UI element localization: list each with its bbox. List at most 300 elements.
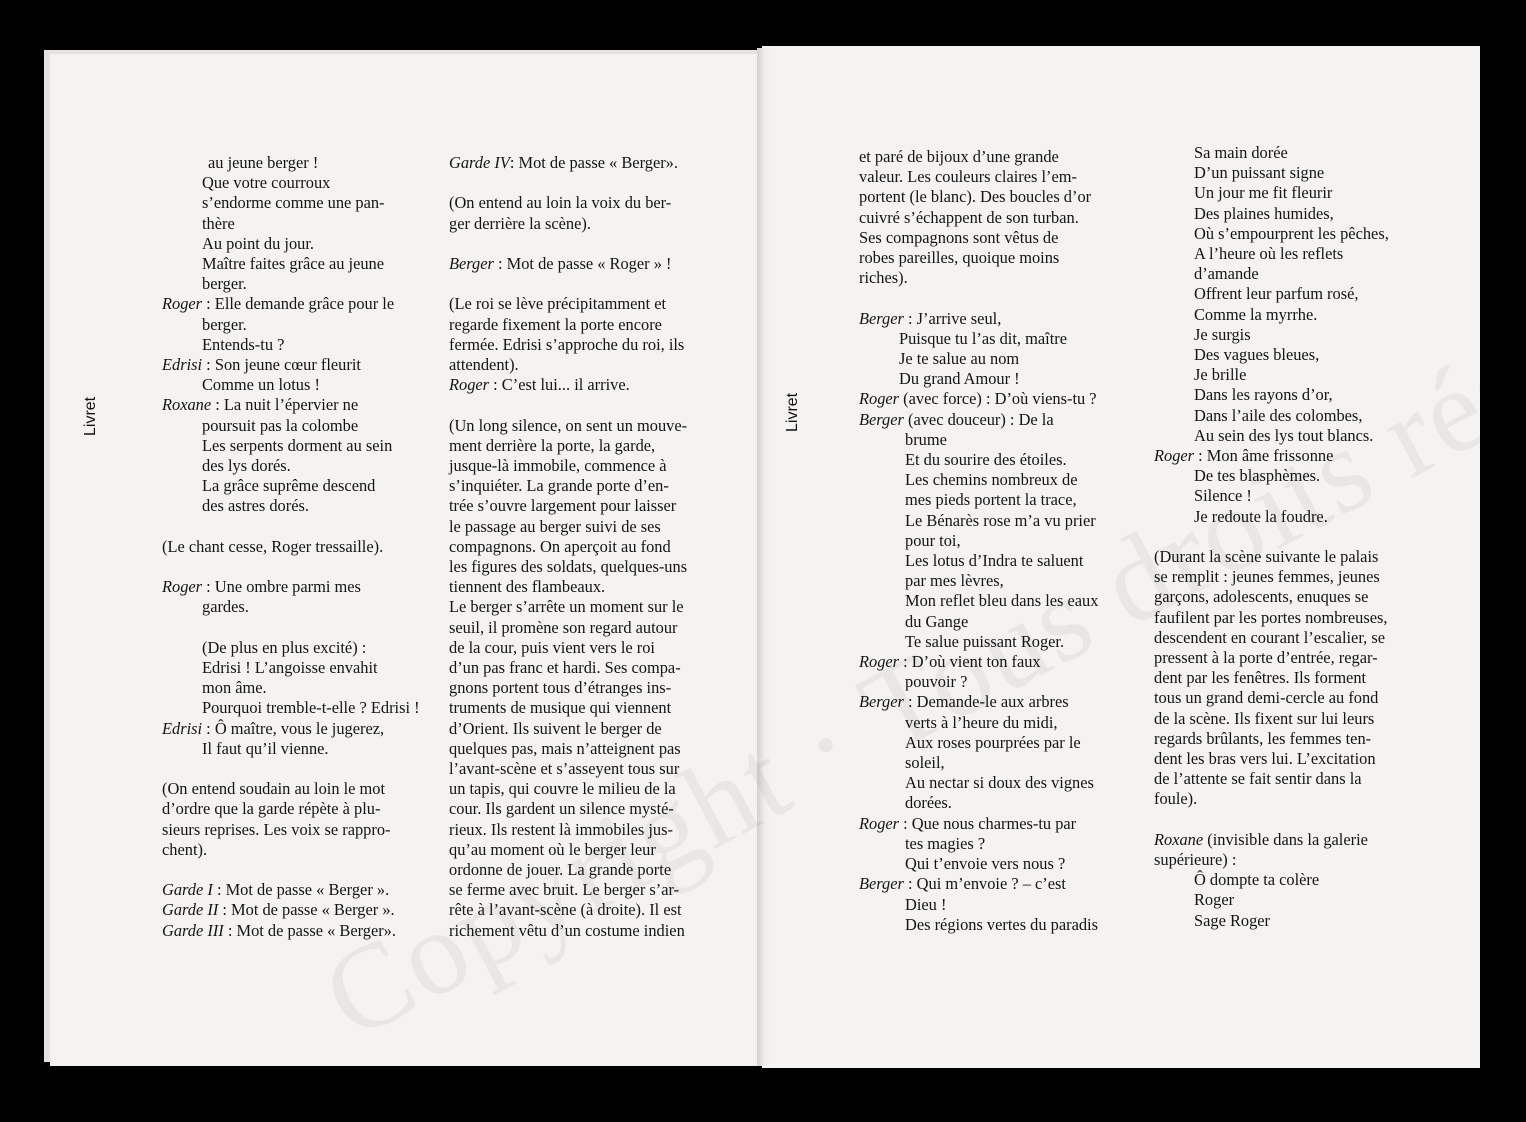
line-text: Je redoute la foudre. [1194,506,1328,526]
speaker-name: Garde II [162,900,219,920]
text-line [859,652,1098,672]
text-line [449,739,687,759]
line-text: : Mot de passe « Roger » ! [493,253,672,273]
line-text: au jeune berger ! [208,153,319,172]
text-line [162,456,420,476]
text-line [1154,608,1389,628]
text-line [449,436,687,456]
line-text: mon âme. [202,678,267,698]
text-line [162,719,420,739]
text-line [859,814,1098,834]
speaker-name: Roger [1154,446,1195,466]
line-text: (invisible dans la galerie [1203,829,1368,849]
speaker-name: Edrisi [162,355,203,375]
line-text: valeur. Les couleurs claires l’em- [859,167,1077,187]
speaker-name: Roger [162,294,203,314]
text-line [449,860,687,880]
text-line [859,167,1098,187]
line-text: Et du sourire des étoiles. [905,450,1067,470]
text-line [449,294,687,314]
text-line [1154,890,1389,910]
text-line [1154,345,1389,365]
line-text: quelques pas, mais n’atteignent pas [449,738,681,758]
speaker-name: Berger [449,253,494,273]
text-line [162,214,420,234]
line-text: truments de musique qui viennent [449,698,672,718]
line-text: chent). [162,839,208,859]
text-line [162,274,420,294]
text-line [162,799,420,819]
line-text: poursuit pas la colombe [202,415,359,435]
text-line [162,658,420,678]
line-text: Je te salue au nom [899,349,1020,369]
speaker-name: Berger [859,692,904,712]
book-spine [757,48,771,1066]
text-line [162,436,420,456]
line-text: les figures des soldats, quelques-uns [449,557,688,576]
line-text: compagnons. On aperçoit au fond [449,536,671,556]
text-line [449,820,687,840]
line-text: gardes. [202,597,249,617]
line-text: Sage Roger [1194,910,1271,930]
blank-line [449,173,687,193]
column-3 [859,147,1098,935]
text-line [1154,830,1389,850]
text-line [1154,709,1389,729]
line-text: seuil, il promène son regard autour [449,617,678,637]
line-text: de la cour, puis vient vers le roi [449,637,655,657]
line-text: Offrent leur parfum rosé, [1194,284,1359,304]
line-text: : Demande-le aux arbres [903,692,1069,712]
speaker-name: Garde IV [449,153,510,172]
text-line [859,753,1098,773]
line-text: De tes blasphèmes. [1194,466,1321,486]
right-side-label: Livret [784,392,801,432]
line-text: Un jour me fit fleurir [1194,183,1333,203]
line-text: pour toi, [905,530,961,550]
line-text: (Durant la scène suivante le palais [1154,547,1379,567]
text-line [1154,183,1389,203]
blank-line [449,395,687,415]
line-text: cour. Ils gardent un silence mysté- [449,799,674,819]
blank-line [162,557,420,577]
line-text: Dieu ! [905,894,947,914]
blank-line [1154,527,1389,547]
line-text: La grâce suprême descend [202,476,376,496]
line-text: Te salue puissant Roger. [905,631,1065,651]
text-line [859,713,1098,733]
text-line [449,840,687,860]
text-line [449,315,687,335]
line-text: Maître faites grâce au jeune [202,254,385,274]
text-line [1154,163,1389,183]
text-line [1154,284,1389,304]
line-text: Le Bénarès rose m’a vu prier [905,510,1096,530]
text-line [859,248,1098,268]
line-text: : J’arrive seul, [903,308,1002,328]
line-text: (De plus en plus excité) : [202,637,367,657]
speaker-name: Roger [859,652,900,672]
line-text: cuivré s’échappent de son turban. [859,207,1079,227]
text-line [859,834,1098,854]
text-line [162,153,420,173]
text-line [859,874,1098,894]
text-line [1154,628,1389,648]
text-line [449,799,687,819]
line-text: s’inquiéter. La grande porte d’en- [449,476,669,496]
text-line [1154,870,1389,890]
line-text: (Le roi se lève précipitamment et [449,294,667,314]
text-line [1154,325,1389,345]
text-line [1154,789,1389,809]
text-line [162,234,420,254]
line-text: Le berger s’arrête un moment sur le [449,597,684,617]
text-line [1154,688,1389,708]
text-line [162,476,420,496]
speaker-name: Roger [449,375,490,395]
line-text: de la scène. Ils fixent sur lui leurs [1154,708,1375,728]
text-line [162,698,420,718]
text-line [449,456,687,476]
text-line [1154,244,1389,264]
text-line [859,369,1098,389]
line-text: s’endorme comme une pan- [202,193,385,213]
text-line [1154,648,1389,668]
speaker-name: Berger [859,409,904,429]
text-line [449,153,687,173]
text-line [449,880,687,900]
line-text: Comme la myrrhe. [1194,304,1318,324]
text-line [1154,749,1389,769]
line-text: richement vêtu d’un costume indien [449,920,685,940]
text-line [162,921,420,941]
line-text: Au sein des lys tout blancs. [1194,425,1374,445]
text-line [162,355,420,375]
speaker-name: Roger [859,389,900,409]
column-4 [1154,143,1389,931]
line-text: trée s’ouvre largement pour laisser [449,496,677,516]
line-text: regards brûlants, les femmes ten- [1154,728,1372,748]
line-text: : Mot de passe « Berger ». [218,900,395,920]
blank-line [162,759,420,779]
line-text: Pourquoi tremble-t-elle ? Edrisi ! [202,698,420,718]
line-text: du Gange [905,611,969,631]
line-text: : Mot de passe « Berger ». [212,880,390,900]
line-text: faufilent par les portes nombreuses, [1154,607,1388,627]
text-line [859,410,1098,430]
text-line [1154,264,1389,284]
text-line [859,450,1098,470]
text-line [1154,365,1389,385]
line-text: dent par les fenêtres. Ils forment [1154,668,1367,688]
line-text: : Mot de passe « Berger». [509,153,678,172]
line-text: et paré de bijoux d’une grande [859,147,1059,166]
text-line [859,329,1098,349]
line-text: Qui t’envoie vers nous ? [905,854,1066,874]
text-line [449,719,687,739]
text-line [1154,911,1389,931]
text-line [162,315,420,335]
text-line [859,309,1098,329]
text-line [449,416,687,436]
line-text: d’ordre que la garde répète à plu- [162,799,381,819]
line-text: gnons portent tous d’étranges ins- [449,678,672,698]
text-line [449,254,687,274]
line-text: dent les bras vers lui. L’excitation [1154,749,1376,769]
line-text: : Son jeune cœur fleurit [202,355,361,375]
line-text: d’Orient. Ils suivent le berger de [449,718,662,738]
line-text: Que votre courroux [202,173,331,193]
line-text: Ô dompte ta colère [1194,870,1320,890]
line-text: Les serpents dorment au sein [202,435,393,455]
text-line [859,511,1098,531]
text-line [859,551,1098,571]
line-text: qu’au moment où le berger leur [449,839,656,859]
speaker-name: Berger [859,874,904,894]
line-text: : Elle demande grâce pour le [202,294,395,314]
line-text: garçons, adolescents, enuques se [1154,587,1369,607]
blank-line [162,517,420,537]
text-line [859,733,1098,753]
text-line [162,597,420,617]
line-text: D’un puissant signe [1194,163,1325,183]
text-line [859,430,1098,450]
text-line [162,779,420,799]
text-line [162,496,420,516]
line-text: par mes lèvres, [905,571,1004,591]
text-line [859,692,1098,712]
text-line [162,375,420,395]
text-line [449,900,687,920]
text-line [162,395,420,415]
line-text: supérieure) : [1154,850,1237,870]
text-line [162,537,420,557]
line-text: de l’attente se fait sentir dans la [1154,769,1362,789]
line-text: jusque-là immobile, commence à [449,455,667,475]
text-line [859,793,1098,813]
text-line [1154,769,1389,789]
text-line [1154,729,1389,749]
line-text: pressent à la porte d’entrée, regar- [1154,648,1378,668]
text-line [449,193,687,213]
speaker-name: Edrisi [162,718,203,738]
text-line [859,895,1098,915]
line-text: attendent). [449,354,519,374]
line-text: Les chemins nombreux de [905,470,1078,490]
text-line [449,921,687,941]
line-text: Des régions vertes du paradis [905,914,1098,934]
line-text: le passage au berger suivi de ses [449,516,661,536]
text-line [1154,567,1389,587]
text-line [449,597,687,617]
text-line [162,840,420,860]
line-text: : Mon âme frissonne [1194,446,1334,466]
text-line [859,632,1098,652]
text-line [449,779,687,799]
text-line [859,208,1098,228]
text-line [162,173,420,193]
text-line [1154,204,1389,224]
text-line [449,759,687,779]
line-text: Les lotus d’Indra te saluent [905,551,1084,571]
line-text: tiennent des flambeaux. [449,577,606,597]
line-text: ordonne de jouer. La grande porte [449,860,672,880]
line-text: des lys dorés. [202,456,291,476]
speaker-name: Garde I [162,880,213,900]
text-line [162,880,420,900]
text-line [162,254,420,274]
text-line [449,214,687,234]
line-text: Des vagues bleues, [1194,345,1320,365]
text-line [859,591,1098,611]
text-line [1154,426,1389,446]
line-text: Ses compagnons sont vêtus de [859,227,1059,247]
line-text: Comme un lotus ! [202,375,320,395]
line-text: l’avant-scène et s’asseyent tous sur [449,759,680,779]
line-text: Puisque tu l’as dit, maître [899,328,1067,348]
text-line [859,773,1098,793]
text-line [1154,507,1389,527]
line-text: (Un long silence, on sent un mouve- [449,415,688,435]
line-text: Dans l’aile des colombes, [1194,405,1363,425]
line-text: (On entend au loin la voix du ber- [449,193,672,213]
blank-line [859,288,1098,308]
text-line [859,612,1098,632]
text-line [449,658,687,678]
line-text: : C’est lui... il arrive. [489,375,630,395]
blank-line [1154,810,1389,830]
text-line [449,537,687,557]
text-line [1154,224,1389,244]
line-text: thère [202,213,235,233]
text-line [449,476,687,496]
line-text: Du grand Amour ! [899,369,1020,389]
text-line [1154,668,1389,688]
line-text: Au point du jour. [202,233,315,253]
line-text: rieux. Ils restent là immobiles jus- [449,819,673,839]
line-text: se remplit : jeunes femmes, jeunes [1154,567,1380,587]
line-text: : Ô maître, vous le jugerez, [202,718,385,738]
text-line [162,294,420,314]
text-line [859,854,1098,874]
text-line [859,228,1098,248]
text-line [859,531,1098,551]
text-line [1154,385,1389,405]
text-line [449,496,687,516]
text-line [859,268,1098,288]
speaker-name: Roger [162,577,203,597]
line-text: Roger [1194,890,1235,910]
line-text: A l’heure où les reflets [1194,244,1344,264]
line-text: tes magies ? [905,833,986,853]
text-line [449,678,687,698]
text-line [449,517,687,537]
line-text: : La nuit l’épervier ne [211,395,359,415]
line-text: mes pieds portent la trace, [905,490,1077,510]
line-text: foule). [1154,789,1198,809]
line-text: ger derrière la scène). [449,213,591,233]
line-text: : D’où vient ton faux [899,652,1041,672]
text-line [859,470,1098,490]
text-line [859,915,1098,935]
text-line [859,389,1098,409]
line-text: tous un grand demi-cercle au fond [1154,688,1379,708]
column-2 [449,153,687,941]
line-text: descendent en courant l’escalier, se [1154,627,1385,647]
speaker-name: Roxane [1154,829,1204,849]
line-text: d’un pas franc et hardi. Ses compa- [449,658,681,678]
line-text: (Le chant cesse, Roger tressaille). [162,536,384,556]
line-text: Dans les rayons d’or, [1194,385,1333,405]
line-text: Sa main dorée [1194,143,1288,162]
line-text: (On entend soudain au loin le mot [162,779,386,799]
blank-line [449,234,687,254]
speaker-name: Roxane [162,395,212,415]
text-line [449,557,687,577]
text-line [162,416,420,436]
line-text: pouvoir ? [905,672,968,692]
speaker-name: Garde III [162,920,224,940]
text-line [1154,143,1389,163]
text-line [1154,547,1389,567]
text-line [859,571,1098,591]
line-text: rête à l’avant-scène (à droite). Il est [449,900,682,920]
text-line [162,638,420,658]
text-line [859,187,1098,207]
line-text: Entends-tu ? [202,334,285,354]
text-line [1154,305,1389,325]
line-text: (avec force) : D’où viens-tu ? [899,389,1097,409]
text-line [449,618,687,638]
text-line [1154,406,1389,426]
line-text: un tapis, qui couvre le milieu de la [449,779,676,799]
line-text: dorées. [905,793,952,813]
text-line [162,820,420,840]
line-text: Edrisi ! L’angoisse envahit [202,658,378,678]
line-text: se ferme avec bruit. Le berger s’ar- [449,880,680,900]
line-text: ment derrière la porte, la garde, [449,435,656,455]
text-line [1154,486,1389,506]
text-line [859,147,1098,167]
text-line [449,638,687,658]
line-text: : Une ombre parmi mes [202,577,361,597]
blank-line [449,274,687,294]
text-line [449,577,687,597]
line-text: Je surgis [1194,324,1251,344]
left-side-label: Livret [82,396,99,436]
line-text: berger. [202,274,247,294]
text-line [449,355,687,375]
line-text: Des plaines humides, [1194,203,1334,223]
text-line [449,698,687,718]
text-line [859,349,1098,369]
line-text: robes pareilles, quoique moins [859,248,1060,268]
text-line [1154,466,1389,486]
text-line [162,678,420,698]
line-text: : Que nous charmes-tu par [899,813,1077,833]
text-line [162,335,420,355]
line-text: des astres dorés. [202,496,309,516]
line-text: Au nectar si doux des vignes [905,773,1094,793]
text-line [162,900,420,920]
column-1 [162,153,420,941]
line-text: riches). [859,268,908,288]
text-line [1154,850,1389,870]
line-text: Où s’empourprent les pêches, [1194,223,1389,243]
line-text: brume [905,429,947,449]
text-line [162,193,420,213]
text-line [162,739,420,759]
